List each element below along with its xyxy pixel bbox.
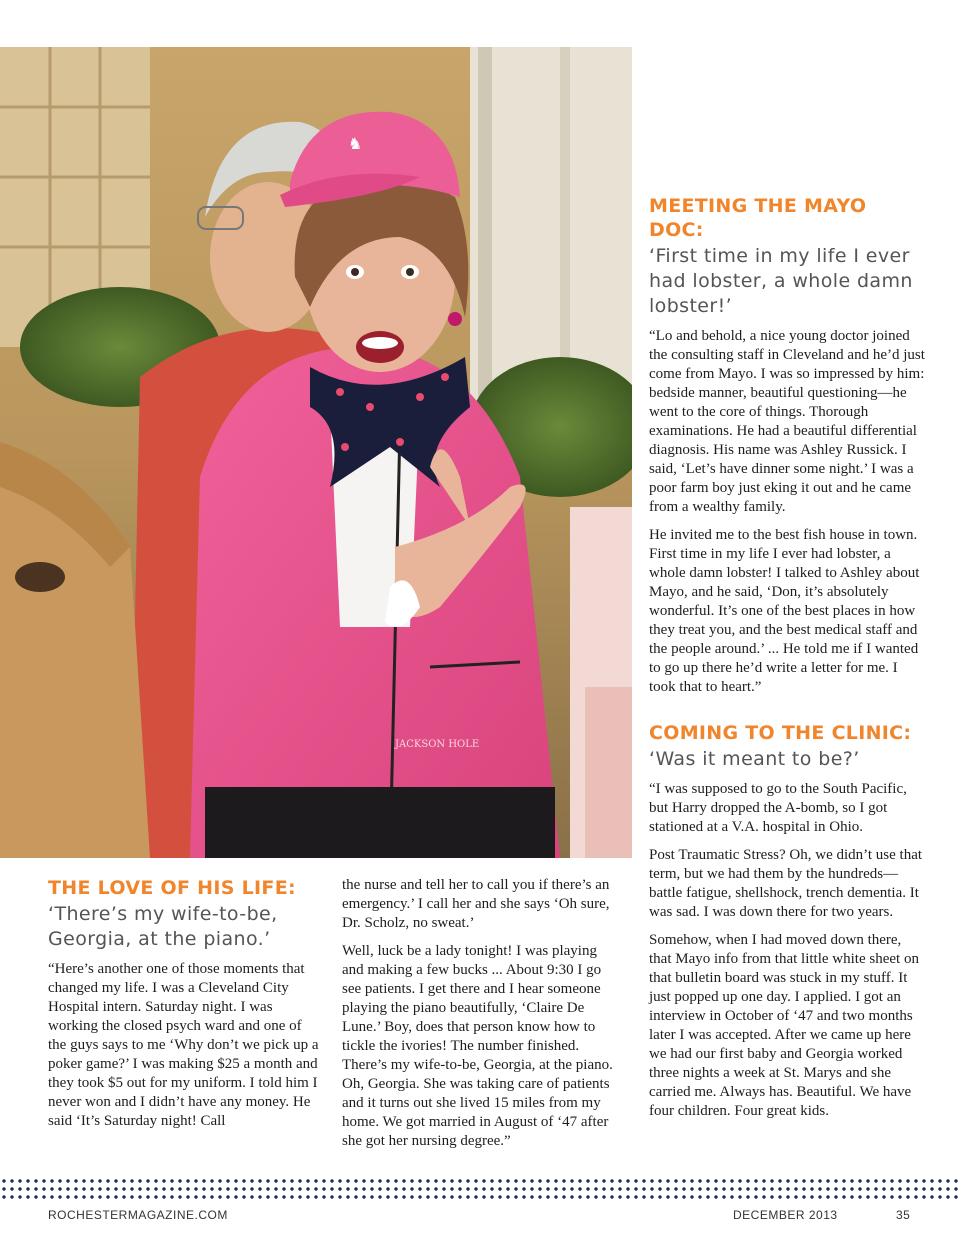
photo-illustration xyxy=(0,47,632,858)
paragraph: Post Traumatic Stress? Oh, we didn’t use that term, but we had them by the hundreds—battle fatigue, shellshock, trench dementia. It was sad. I was down there for two years. xyxy=(649,847,923,920)
section-coming-to-clinic xyxy=(649,721,925,1130)
paragraph: the nurse and tell her to call you if there’s an emergency.’ I call her and she says ‘Oh sure, Dr. Scholz, no sweat.’ xyxy=(342,877,610,931)
footer-website: ROCHESTERMAGAZINE.COM xyxy=(48,1208,228,1222)
feature-photo xyxy=(0,47,632,858)
section-subhead: ‘There’s my wife-to-be, Georgia, at the piano.’ xyxy=(48,903,278,950)
dotted-divider xyxy=(0,1177,960,1201)
section-heading: COMING TO THE CLINIC: xyxy=(649,722,912,744)
paragraph: “Lo and behold, a nice young doctor joined the consulting staff in Cleveland and he’d just come from Mayo. I was so impressed by him: bedside manner, beautiful questioning—he went to the core of things. Thorough examinations. He had a beautiful differential diagnosis. His name was Ashley Russick. I said, ‘Let’s have dinner some night.’ I was a poor farm boy just eking it out and he came from a wealthy family. xyxy=(649,328,925,515)
section-love-continued xyxy=(342,876,620,1160)
footer-page-number: 35 xyxy=(896,1208,911,1222)
section-heading: THE LOVE OF HIS LIFE: xyxy=(48,877,296,899)
jacket-text: JACKSON HOLE xyxy=(395,739,480,750)
section-meeting-mayo-doc xyxy=(649,194,925,706)
section-subhead: ‘First time in my life I ever had lobster, a whole damn lobster!’ xyxy=(649,245,913,317)
paragraph: Somehow, when I had moved down there, that Mayo info from that little white sheet on that bulletin board was stuck in my stuff. It just popped up one day. I applied. I got an interview in October of ‘47 and two months later I was accepted. After we came up here we had our first baby and Georgia worked three nights a week at St. Marys and she carried me. Always has. Beautiful. We have four children. Four great kids. xyxy=(649,932,919,1119)
paragraph: He invited me to the best fish house in town. First time in my life I ever had lobster, a whole damn lobster! I talked to Ashley about Mayo, and he said, ‘Don, it’s absolutely wonderful. It’s one of the best places in how they treat you, and the best medical staff and the people around.’ ... He told me if I wanted to go up there he’d write a letter for me. I took that to heart.” xyxy=(649,527,920,695)
paragraph: “Here’s another one of those moments that changed my life. I was a Cleveland City Hospital intern. Saturday night. I was working the closed psych ward and one of the guys says to me ‘Why don’t we pick up a poker game?’ I was making $25 a month and they took $5 out for my uniform. I told him I never won and I didn’t have any money. He said ‘It’s Saturday night! Call xyxy=(48,961,319,1129)
footer-issue-date: DECEMBER 2013 xyxy=(733,1208,838,1222)
section-heading: MEETING THE MAYO DOC: xyxy=(649,195,867,241)
section-love-of-his-life xyxy=(48,876,320,1140)
paragraph: “I was supposed to go to the South Pacific, but Harry dropped the A-bomb, so I got stationed at a V.A. hospital in Ohio. xyxy=(649,781,907,835)
cap-logo-icon: ♞ xyxy=(348,134,363,153)
section-subhead: ‘Was it meant to be?’ xyxy=(649,748,860,770)
paragraph: Well, luck be a lady tonight! I was playing and making a few bucks ... About 9:30 I go see patients. I get there and I hear someone playing the piano beautifully, ‘Claire De Lune.’ Boy, does that person know how to tickle the ivories! The number finished. There’s my wife-to-be, Georgia, at the piano. Oh, Georgia. She was taking care of patients and it turns out she lived 15 miles from my home. We got married in August of ‘47 after she got her nursing degree.” xyxy=(342,943,613,1149)
